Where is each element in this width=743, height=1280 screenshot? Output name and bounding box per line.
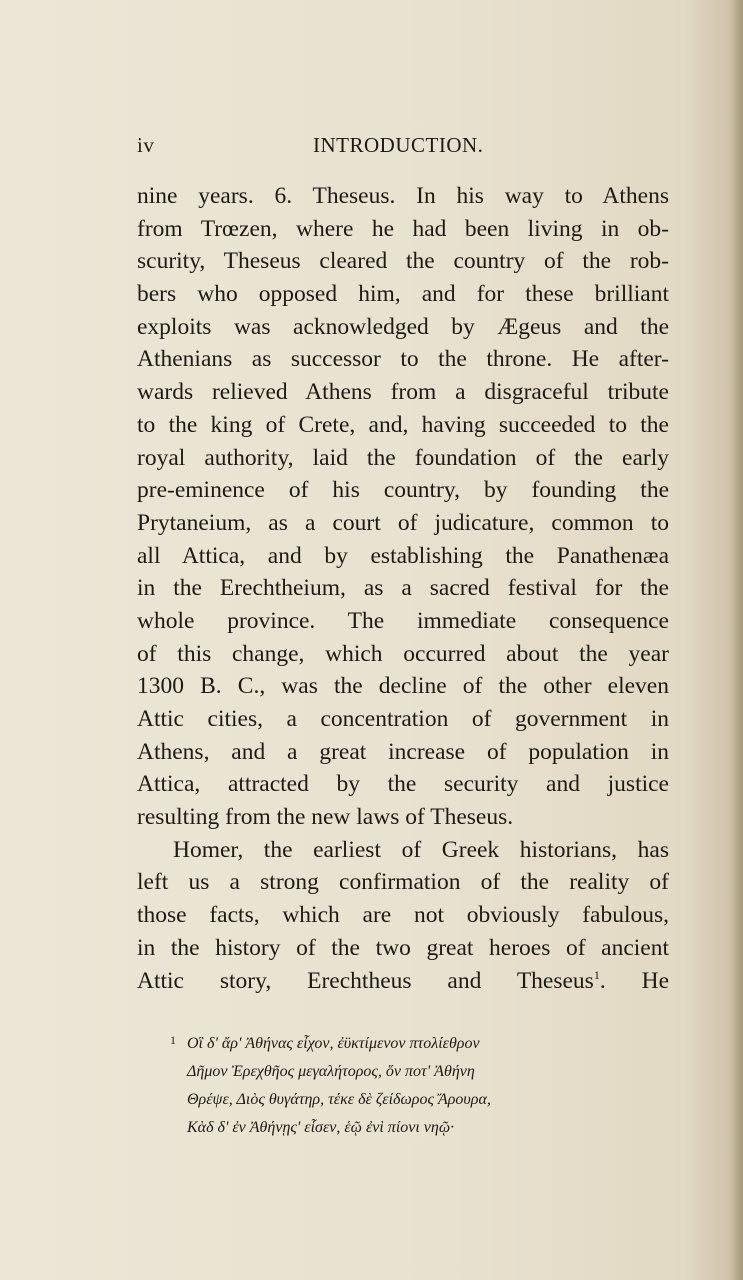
text-line: Athens, and a great increase of population in xyxy=(137,738,669,765)
footnote-line: Κὰδ δ' ἐν Ἀθήνῃς' εἷσεν, ἑῷ ἐνὶ πίονι νηῷ· xyxy=(187,1119,455,1136)
page-number: iv xyxy=(137,133,155,157)
text-line: those facts, which are not obviously fabulous, xyxy=(137,902,669,929)
footnote xyxy=(170,1030,587,1142)
text-line: to the king of Crete, and, having succeeded to the xyxy=(137,411,669,438)
body-text xyxy=(137,180,669,997)
text-line: 1300 B. C., was the decline of the other eleven xyxy=(137,673,669,700)
text-line: all Attica, and by establishing the Panathenæa xyxy=(137,542,669,569)
text-line: Prytaneium, as a court of judicature, common to xyxy=(137,509,669,536)
text-line: in the history of the two great heroes of ancient xyxy=(137,934,669,961)
text-line xyxy=(137,965,669,998)
footnote-line: Δῆμον Ἐρεχθῆος μεγαλήτορος, ὅν ποτ' Ἀθήνη xyxy=(187,1063,475,1080)
text-line: Homer, the earliest of Greek historians, has xyxy=(173,836,669,863)
text-line-tail: . He xyxy=(599,967,669,994)
page-edge-shadow xyxy=(729,0,743,1280)
text-line: wards relieved Athens from a disgraceful tribute xyxy=(137,379,669,406)
footnote-line: Θρέψε, Διὸς θυγάτηρ, τέκε δὲ ζείδωρος Ἄρουρα, xyxy=(187,1091,491,1108)
text-line: bers who opposed him, and for these brilliant xyxy=(137,281,669,308)
running-head: INTRODUCTION. xyxy=(313,133,484,157)
text-line: nine years. 6. Theseus. In his way to Athens xyxy=(137,183,669,209)
text-line: pre-eminence of his country, by founding the xyxy=(137,477,669,504)
text-line: royal authority, laid the foundation of the early xyxy=(137,444,669,471)
text-line: left us a strong confirmation of the reality of xyxy=(137,869,669,896)
text-line: Attica, attracted by the security and justice xyxy=(137,771,669,798)
text-line: in the Erechtheium, as a sacred festival for the xyxy=(137,575,669,602)
text-line: exploits was acknowledged by Ægeus and the xyxy=(137,313,669,340)
text-line: Attic cities, a concentration of government in xyxy=(137,706,669,732)
text-line: Athenians as successor to the throne. He after- xyxy=(137,346,669,373)
text-line: of this change, which occurred about the year xyxy=(137,640,669,667)
text-line: scurity, Theseus cleared the country of the rob- xyxy=(137,248,669,275)
page-header xyxy=(137,133,487,161)
text-line-main: Attic story, Erechtheus and Theseus xyxy=(137,967,594,994)
footnote-line: Οἳ δ' ἄρ' Ἀθήνας εἶχον, ἐϋκτίμενον πτολίεθρον xyxy=(187,1035,480,1052)
footnote-reference[interactable]: 1 xyxy=(593,967,600,982)
text-line: whole province. The immediate consequence xyxy=(137,607,669,634)
text-line: from Trœzen, where he had been living in ob- xyxy=(137,215,669,242)
text-line: resulting from the new laws of Theseus. xyxy=(137,804,514,831)
footnote-marker: 1 xyxy=(170,1033,176,1047)
